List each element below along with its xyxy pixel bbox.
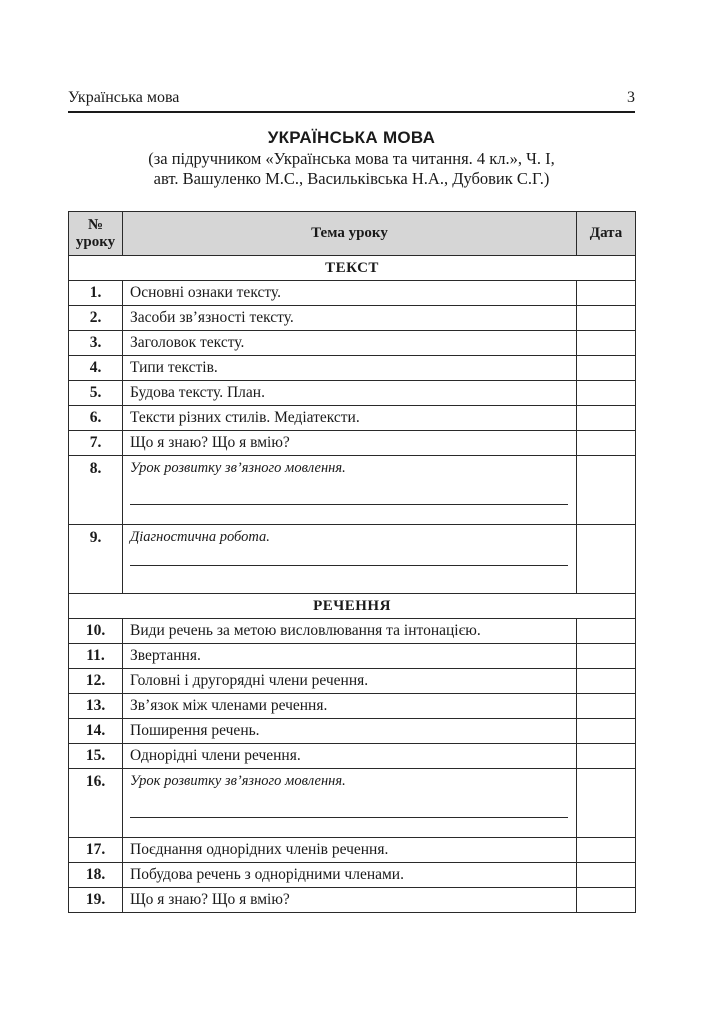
write-in-line[interactable] [130,504,568,505]
subject-label: Українська мова [68,89,180,106]
running-header [68,88,635,113]
table-row [69,838,636,863]
lesson-number: 2. [69,306,123,331]
lesson-number: 5. [69,381,123,406]
date-cell[interactable] [577,694,636,719]
table-row [69,694,636,719]
write-in-line[interactable] [130,817,568,818]
lesson-number: 9. [69,525,123,594]
date-cell[interactable] [577,306,636,331]
table-row [69,381,636,406]
table-header-row [69,212,636,256]
lesson-topic: Що я знаю? Що я вмію? [123,431,577,456]
table-row [69,888,636,913]
lesson-topic: Що я знаю? Що я вмію? [123,888,577,913]
lesson-topic: Зв’язок між членами речення. [123,694,577,719]
lesson-number: 1. [69,281,123,306]
lesson-topic: Типи текстів. [123,356,577,381]
lesson-number: 18. [69,863,123,888]
lesson-number: 4. [69,356,123,381]
table-row [69,669,636,694]
lesson-plan-table [68,211,636,913]
lesson-topic: Урок розвитку зв’язного мовлення. [130,773,346,789]
header-number-sign: № [87,216,104,233]
date-cell[interactable] [577,406,636,431]
header-date: Дата [577,212,636,256]
lesson-topic: Основні ознаки тексту. [123,281,577,306]
lesson-number: 11. [69,644,123,669]
lesson-number: 7. [69,431,123,456]
textbook-authors: авт. Вашуленко М.С., Васильківська Н.А., Дубовик С.Г.) [153,169,550,188]
lesson-topic: Поширення речень. [123,719,577,744]
table-row [69,331,636,356]
date-cell[interactable] [577,381,636,406]
header-topic: Тема уроку [123,212,577,256]
lesson-topic: Діагностична робота. [130,529,270,545]
lesson-number: 6. [69,406,123,431]
lesson-topic: Побудова речень з однорідними членами. [123,863,577,888]
lesson-topic: Заголовок тексту. [123,331,577,356]
section-title-text: РЕЧЕННЯ [69,594,636,619]
lesson-topic: Тексти різних стилів. Медіатексти. [123,406,577,431]
date-cell[interactable] [577,863,636,888]
lesson-number: 12. [69,669,123,694]
lesson-number: 10. [69,619,123,644]
section-title-text: ТЕКСТ [69,256,636,281]
write-in-line[interactable] [130,565,568,566]
date-cell[interactable] [577,525,636,594]
header-lesson-number [69,212,123,256]
header-number-word: уроку [75,233,116,250]
date-cell[interactable] [577,619,636,644]
title-block [68,127,635,189]
lesson-number: 8. [69,456,123,525]
table-row [69,744,636,769]
lesson-topic: Поєднання однорідних членів речення. [123,838,577,863]
lesson-number: 13. [69,694,123,719]
lesson-topic: Головні і другорядні члени речення. [123,669,577,694]
date-cell[interactable] [577,644,636,669]
document-title: УКРАЇНСЬКА МОВА [267,128,436,147]
lesson-number: 14. [69,719,123,744]
section-row [69,256,636,281]
table-row [69,644,636,669]
date-cell[interactable] [577,356,636,381]
table-row [69,863,636,888]
date-cell[interactable] [577,431,636,456]
table-row [69,431,636,456]
table-row [69,719,636,744]
textbook-reference: (за підручником «Українська мова та читання. 4 кл.», Ч. І, [148,149,555,168]
table-row [69,356,636,381]
date-cell[interactable] [577,331,636,356]
lesson-topic-cell [123,456,577,525]
table-row [69,406,636,431]
date-cell[interactable] [577,281,636,306]
section-row [69,594,636,619]
lesson-topic-cell [123,769,577,838]
table-row [69,456,636,525]
date-cell[interactable] [577,719,636,744]
date-cell[interactable] [577,744,636,769]
lesson-topic: Будова тексту. План. [123,381,577,406]
lesson-number: 15. [69,744,123,769]
lesson-topic: Однорідні члени речення. [123,744,577,769]
table-row [69,525,636,594]
table-row [69,619,636,644]
lesson-number: 17. [69,838,123,863]
date-cell[interactable] [577,669,636,694]
date-cell[interactable] [577,456,636,525]
date-cell[interactable] [577,888,636,913]
table-row [69,306,636,331]
lesson-topic: Урок розвитку зв’язного мовлення. [130,460,346,476]
page-number: 3 [627,89,635,106]
date-cell[interactable] [577,838,636,863]
date-cell[interactable] [577,769,636,838]
lesson-number: 16. [69,769,123,838]
lesson-topic: Засоби зв’язності тексту. [123,306,577,331]
lesson-topic: Звертання. [123,644,577,669]
lesson-topic: Види речень за метою висловлювання та інтонацією. [123,619,577,644]
table-row [69,281,636,306]
lesson-topic-cell [123,525,577,594]
lesson-number: 3. [69,331,123,356]
table-row [69,769,636,838]
lesson-number: 19. [69,888,123,913]
